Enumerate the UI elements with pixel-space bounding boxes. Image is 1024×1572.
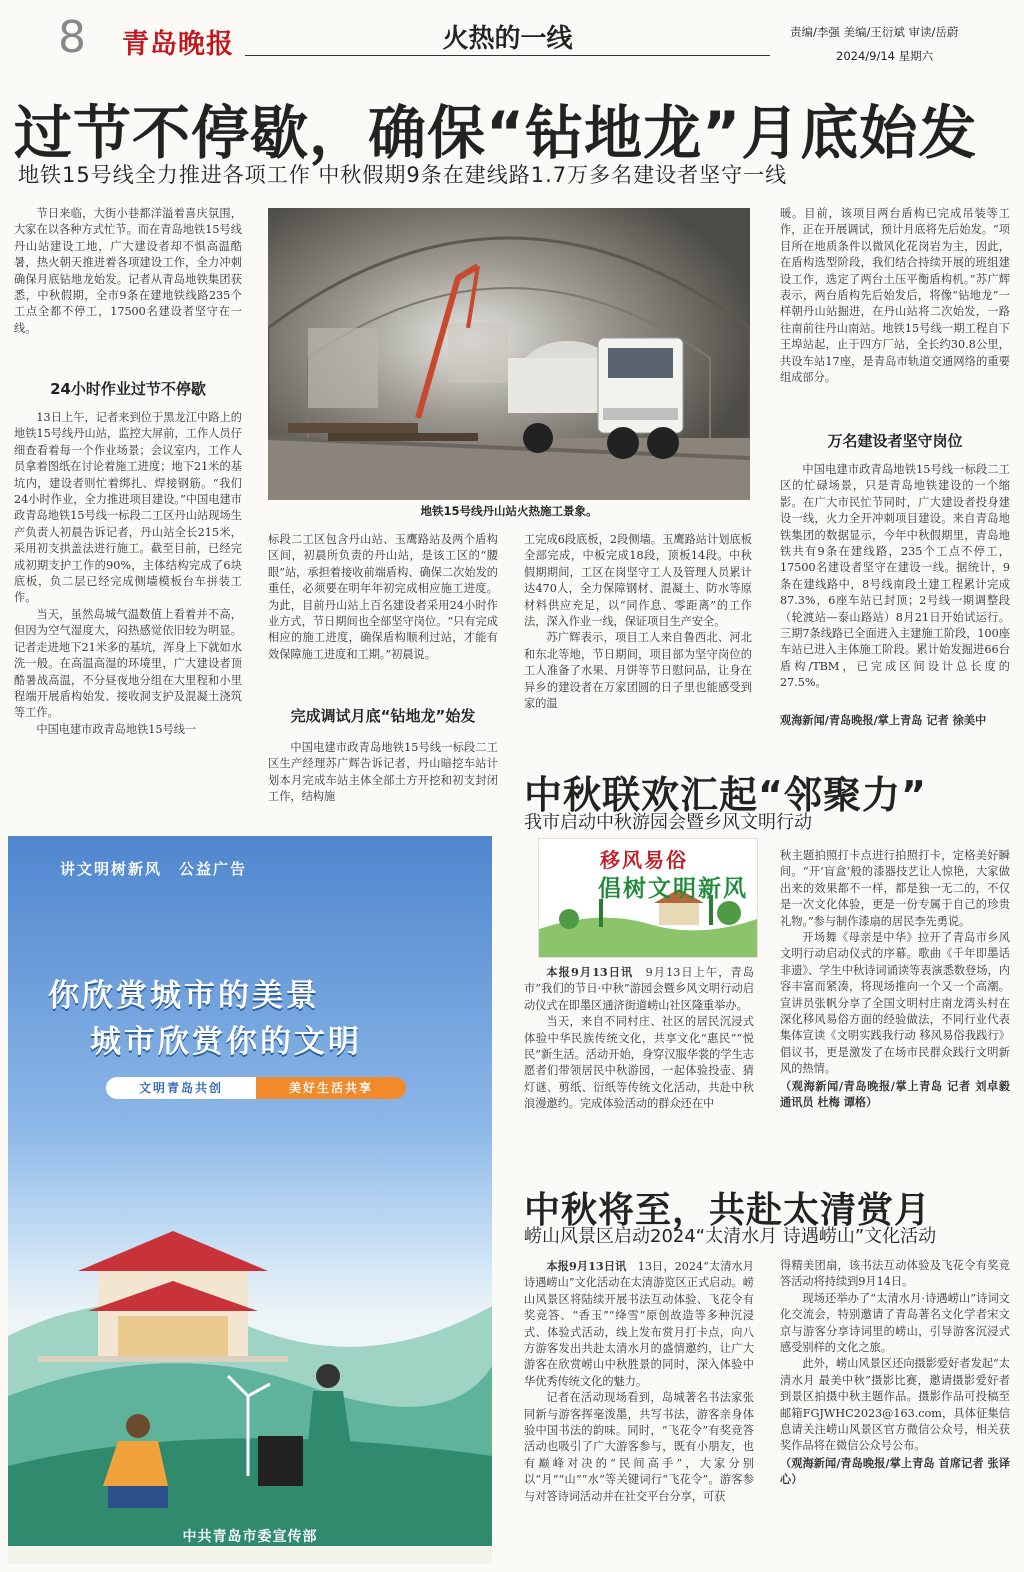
story3-col1 xyxy=(524,1258,754,1568)
paragraph: 暖。目前，该项目两台盾构已完成吊装等工作，正在开展调试，预计月底将先后始发。“项目所在地质条件以微风化花岗岩为主，因此，在盾构选型阶段，我们结合持续开展的班组建设工作，选定了两台土压平衡盾构机。”苏广辉表示，两台盾构先后始发后，将像“钻地龙”一样朝丹山站掘进，在丹山站将二次始发，一路往南前往丹山南站。地铁15号线一期工程自下王埠站起，止于四方厂站，全长约30.8公里，共设车站17座，是青岛市轨道交通网络的重要组成部分。 xyxy=(780,207,1010,385)
story2-subheadline: 我市启动中秋游园会暨乡风文明行动 xyxy=(524,812,812,833)
paragraph: 现场还举办了“太清水月·诗遇崂山”诗词文化交流会，特别邀请了青岛著名文化学者宋文京与游客分享诗词里的崂山，引导游客沉浸式感受别样的文化之旅。 xyxy=(780,1291,1010,1355)
ad-slogan-2: 城市欣赏你的文明 xyxy=(90,1024,362,1060)
lead-subtitle-1: 24小时作业过节不停歇 xyxy=(50,380,206,398)
paragraph: 标段二工区包含丹山站、玉鹰路站及两个盾构区间，初晨所负责的丹山站，是该工区的“腰眼”站，承担着接收前端盾构、确保二次始发的重任，必须要在明年年初完成相应施工进度。为此，目前丹山站上百名建设者采用24小时作业方式，节日期间也全部坚守岗位。“只有完成相应的施工进度，确保盾构顺利过站，才能有效保障施工进度和工期。”初晨说。 xyxy=(268,533,498,661)
ad-pill-right: 美好生活共享 xyxy=(256,1077,406,1099)
ad-pill-left: 文明青岛共创 xyxy=(106,1077,256,1099)
paragraph: 此外，崂山风景区还向摄影爱好者发起“太清水月 最美中秋”摄影比赛，邀请摄影爱好者到景区拍摄中秋主题作品。摄影作品可投稿至邮箱FGJWHC2023@163.com，具体征集信息请关注崂山风景区官方微信公众号，相关获奖作品将在微信公众号公布。 xyxy=(780,1357,1010,1453)
lead-col1-intro xyxy=(14,206,242,371)
lead-byline: 观海新闻/青岛晚报/掌上青岛 记者 徐美中 xyxy=(780,713,987,727)
paragraph: 中国电建市政青岛地铁15号线一 xyxy=(36,722,197,736)
lead-headline: 过节不停歇，确保“钻地龙”月底始发 xyxy=(14,99,978,167)
paragraph: 13日上午，记者来到位于黑龙江中路上的地铁15号线丹山站，监控大屏前，工作人员仔细查看着每一个作业场景；会议室内，工作人员拿着图纸在讨论着施工进度；地下21米的基坑内，建设者则忙着绑扎、焊接钢筋。“我们24小时作业，全力推进项目建设。”中国电建市政青岛地铁15号线一标段二工区丹山站现场生产负责人初晨告诉记者，丹山站全长215米，采用初支拱盖法进行施工。截至目前，已经完成初期支护工作的90%，主体结构完成了6块底板，负二层已经完成侧墙模板台车拼装工作。 xyxy=(14,411,242,605)
ad-illustration xyxy=(8,1216,492,1546)
page-number: 8 xyxy=(58,12,86,63)
tunnel-truck-illustration xyxy=(268,208,750,500)
paragraph: 节日来临，大街小巷都洋溢着喜庆氛围，大家在以各种方式忙节。而在青岛地铁15号线丹山站建设工地，广大建设者却不惧高温酷暑，热火朝天推进着各项建设工作，全力冲刺确保月底钻地龙始发。记者从青岛地铁集团获悉，中秋假期，全市9条在建地铁线路235个工点全都不停工，17500名建设者坚守在一线。 xyxy=(14,207,242,335)
ad-tag: 讲文明树新风 公益广告 xyxy=(60,860,248,878)
header-rule xyxy=(245,55,770,56)
paragraph: 得精美团扇，该书法互动体验及飞花令有奖竞答活动将持续到9月14日。 xyxy=(780,1259,1010,1289)
story3-headline: 中秋将至，共赴太清赏月 xyxy=(524,1190,932,1231)
paragraph-text: 9月13日上午，青岛市“我们的节日·中秋”游园会暨乡风文明行动启动仪式在即墨区通济街道崂山社区隆重举办。 xyxy=(524,966,754,1012)
paragraph: 当天，虽然岛城气温数值上看着并不高，但因为空气湿度大，闷热感觉依旧较为明显。记者走进地下21米多的基坑，浑身上下就如水洗一般。在高温高湿的环境里，广大建设者顶酷暑战高温，不分昼夜地分组在大里程和小里程端开展盾构始发、接收洞支护及混凝土浇筑等工作。 xyxy=(14,607,242,720)
lead-col4-body-2 xyxy=(780,462,1010,710)
paragraph: 苏广辉表示，项目工人来自鲁西北、河北和东北等地，节日期间，项目部为坚守岗位的工人准备了水果、月饼等节日慰问品，让身在异乡的建设者在万家团圆的日子里也能感受到家的温 xyxy=(524,631,752,711)
lead-subheadline: 地铁15号线全力推进各项工作 中秋假期9条在建线路1.7万多名建设者坚守一线 xyxy=(18,163,788,187)
story3-byline: （观海新闻/青岛晚报/掌上青岛 首席记者 张译心） xyxy=(780,1455,1010,1487)
newspaper-logo: 青岛晚报 xyxy=(122,29,234,60)
story2-col1 xyxy=(524,964,754,1160)
section-title: 火热的一线 xyxy=(442,24,573,54)
lead-subtitle-2: 完成调试月底“钻地龙”始发 xyxy=(290,707,476,725)
photo-caption: 地铁15号线丹山站火热施工景象。 xyxy=(420,504,598,518)
lead-col1-body xyxy=(14,410,242,810)
editor-credits: 责编/李强 美编/王衍斌 审读/岳蔚 xyxy=(790,25,959,39)
story2-byline: （观海新闻/青岛晚报/掌上青岛 记者 刘卓毅 通讯员 杜梅 谭格） xyxy=(780,1078,1010,1110)
paragraph: 中国电建市政青岛地铁15号线一标段二工区的忙碌场景，只是青岛地铁建设的一个缩影。在广大市民忙节同时，广大建设者投身建设一线，火力全开冲刺项目建设。来自青岛地铁集团的数据显示，今年中秋假期里，青岛地铁共有9条在建线路，235个工点不停工，17500名建设者坚守在建设一线。据统计，9条在建线路中，8号线南段土建工程累计完成87.3%，6座车站已封顶；2号线一期调整段（轮渡站—泰山路站）8月21日开始试运行。三期7条线路已全面进入主建施工阶段，100座车站已进入主体施工阶段。累计始发掘进66台盾构/TBM，已完成区间设计总长度的27.5%。 xyxy=(780,463,1010,690)
construction-photo xyxy=(268,208,750,500)
dateline: 本报9月13日讯 xyxy=(546,1259,627,1273)
paragraph-text: 13日，2024“太清水月 诗遇崂山”文化活动在太清游览区正式启动。崂山风景区将陆续开展书法互动体验、飞花令有奖竞答、“香玉”“绛雪”原创故造等多种沉浸式、体验式活动，线上发布赏月打卡点，向八方游客发出共赴太清水月的盛情邀约，让广大游客在欣赏崂山中秋胜景的同时，深入体验中华优秀传统文化的魅力。 xyxy=(524,1260,754,1388)
paragraph xyxy=(524,1258,754,1390)
paragraph: 工完成6段底板，2段侧墙。玉鹰路站计划底板全部完成，中板完成18段，顶板14段。中秋假期期间，工区在岗坚守工人及管理人员累计达470人，全力保障钢材、混凝土、防水等原材料供应充足，以“同作息、零距离”的工作法，深入作业一线，保证项目生产安全。 xyxy=(524,533,752,629)
issue-date: 2024/9/14 星期六 xyxy=(836,49,934,63)
badge-title-top: 移风易俗 xyxy=(600,848,688,872)
ad-sponsor: 中共青岛市委宣传部 xyxy=(182,1529,318,1545)
paragraph: 开场舞《母亲是中华》拉开了青岛市乡风文明行动启动仪式的序幕。歌曲《千年即墨话非遗》、学生中秋诗词诵读等表演悉数登场，内容丰富而紧凑，将现场推向一个又一个高潮。宣讲员张帆分享了全国文明村庄南龙湾头村在深化移风易俗方面的经验做法，不同行业代表集体宣读《文明实践我行动 移风易俗我践行》倡议书，更是激发了在场市民群众践行文明新风的热情。 xyxy=(780,931,1010,1076)
dateline: 本报9月13日讯 xyxy=(546,965,634,979)
story3-col2 xyxy=(780,1258,1010,1568)
paragraph: 秋主题拍照打卡点进行拍照打卡，定格美好瞬间。“开‘盲盒’般的漆器技艺让人惊艳，大家做出来的效果都不一样，都是独一无二的，不仅是一次文化体验，更是一份专属于自己的珍贵礼物。”参与制作漆扇的居民李先勇说。 xyxy=(780,849,1010,928)
paragraph: 中国电建市政青岛地铁15号线一标段二工区生产经理苏广辉告诉记者，丹山暗挖车站计划本月完成车站主体全部土方开挖和初支封闭工作，结构施 xyxy=(268,741,498,804)
badge-title-bottom: 倡树文明新风 xyxy=(598,876,748,902)
public-service-ad xyxy=(8,836,492,1564)
paragraph: 记者在活动现场看到，岛城著名书法家张同新与游客挥毫泼墨，共写书法，游客亲身体验中国书法的韵味。同时，“飞花令”有奖竞答活动也吸引了广大游客参与，既有小朋友，也有巅峰对决的“民间高手”，大家分别以“月”“山”“水”等关键词行“飞花令”。游客参与对答诗词活动并在社交平台分享，可获 xyxy=(524,1391,754,1503)
lead-col3-body xyxy=(524,532,752,744)
story2-col2 xyxy=(780,848,1010,1160)
story2-headline: 中秋联欢汇起“邻聚力” xyxy=(524,773,927,817)
lead-col4-body xyxy=(780,206,1010,416)
story3-subheadline: 崂山风景区启动2024“太清水月 诗遇崂山”文化活动 xyxy=(524,1226,937,1247)
paragraph xyxy=(524,964,754,1014)
lead-col2-body-2 xyxy=(268,740,498,810)
ad-slogan-1: 你欣赏城市的美景 xyxy=(48,978,320,1014)
lead-subtitle-3: 万名建设者坚守岗位 xyxy=(827,432,963,450)
lead-col2-body xyxy=(268,532,498,692)
paragraph: 当天，来自不同村庄、社区的居民沉浸式体验中华民族传统文化，共享文化“惠民”“悦民”新生活。活动开始，身穿汉服华裳的学生志愿者们带领居民中秋游园，一起体验投壶、猜灯谜、剪纸、衍纸等传统文化活动，共赴中秋浪漫邀约。完成体验活动的群众还在中 xyxy=(524,1015,754,1111)
